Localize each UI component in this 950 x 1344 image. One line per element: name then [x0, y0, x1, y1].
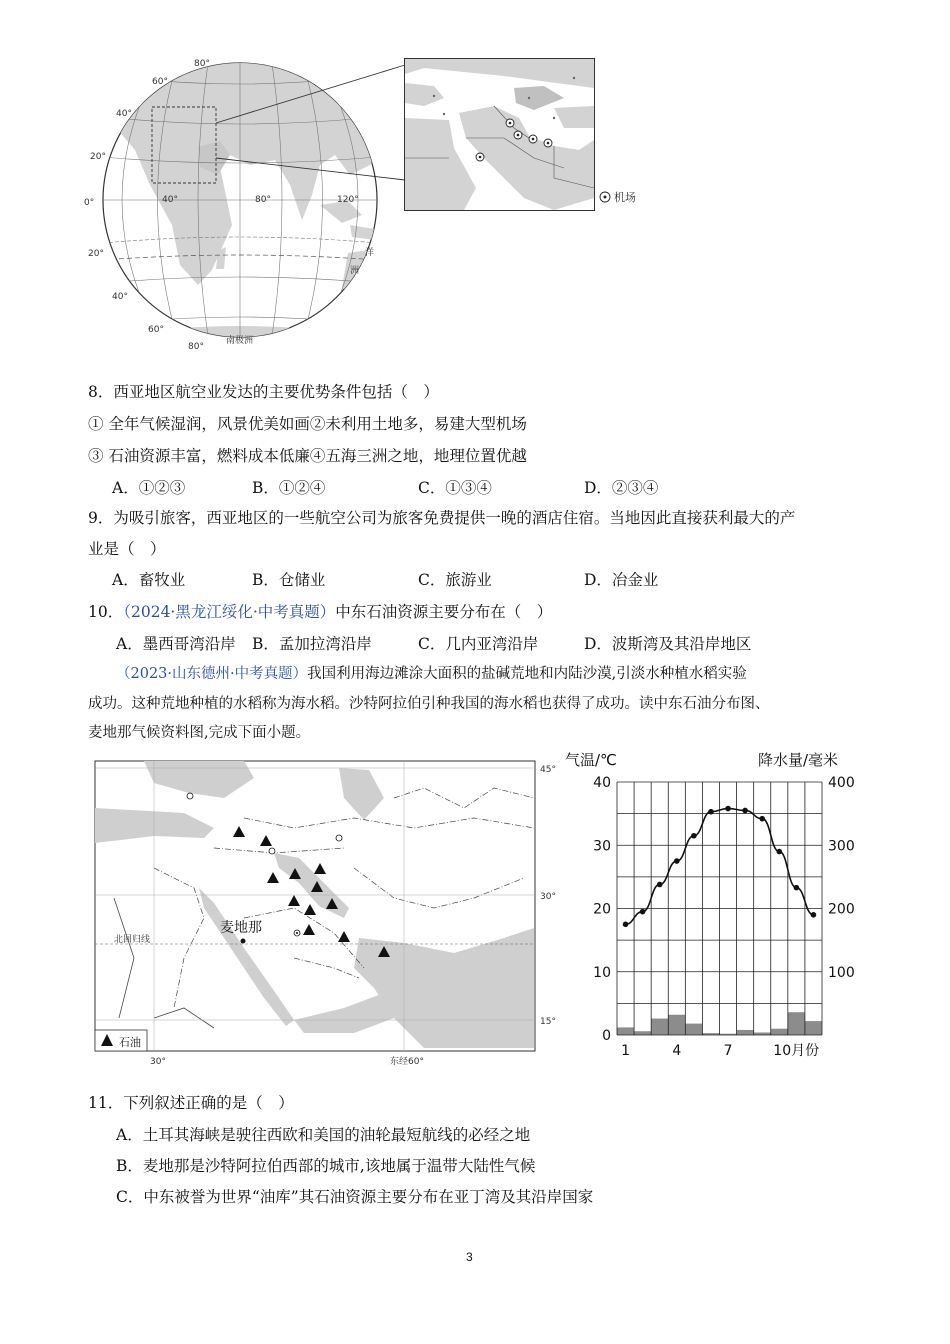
city-label-medina: 麦地那	[220, 920, 262, 936]
chart-left-title: 气温/℃	[565, 751, 617, 769]
right-axis-tick: 200	[828, 901, 855, 918]
globe-lat-label: 0°	[84, 198, 95, 208]
passage-line-3: 麦地那气候资料图,完成下面小题。	[88, 725, 311, 741]
passage-line-1	[116, 664, 747, 684]
temperature-point	[725, 806, 731, 812]
precip-bar	[805, 1021, 822, 1035]
globe-lon-label: 40°	[162, 195, 178, 205]
inset-legend-label: 机场	[614, 191, 636, 204]
q9-option-a[interactable]: A．畜牧业	[112, 571, 186, 589]
globe-region-label: 洋	[365, 248, 375, 258]
oil-map-lat-label: 15°	[540, 1017, 556, 1027]
q11-option-a[interactable]: A．土耳其海峡是驶往西欧和美国的油轮最短航线的必经之地	[116, 1126, 531, 1144]
q10-option-d[interactable]: D．波斯湾及其沿岸地区	[584, 635, 752, 653]
inset-map	[404, 58, 654, 214]
left-axis-tick: 40	[593, 775, 611, 791]
x-axis-tick: 1	[621, 1043, 631, 1059]
q10-option-c[interactable]: C．几内亚湾沿岸	[418, 635, 539, 653]
q10-option-b[interactable]: B．孟加拉湾沿岸	[252, 635, 372, 653]
q8-statement-line-2: ③ 石油资源丰富，燃料成本低廉④五海三洲之地，地理位置优越	[88, 447, 527, 465]
precip-bar	[685, 1024, 702, 1035]
q11-option-b[interactable]: B．麦地那是沙特阿拉伯西部的城市,该地属于温带大陆性气候	[116, 1157, 536, 1175]
oil-distribution-map	[94, 758, 554, 1078]
temperature-point	[708, 809, 714, 815]
right-axis-tick: 100	[828, 964, 855, 981]
globe-lat-label: 40°	[116, 109, 132, 119]
temperature-point	[691, 833, 697, 839]
q8-statement-line-1: ① 全年气候湿润，风景优美如画②未利用土地多，易建大型机场	[88, 415, 527, 433]
x-axis-tick: 10月份	[773, 1043, 820, 1059]
q8-stem: 8．西亚地区航空业发达的主要优势条件包括（ ）	[88, 383, 439, 401]
tropic-label: 北回归线	[114, 935, 151, 945]
globe-lat-label: 40°	[112, 292, 128, 302]
temperature-point	[811, 912, 817, 918]
chart-right-title: 降水量/毫米	[758, 751, 839, 769]
globe-lon-label: 120°	[337, 195, 359, 205]
precip-bar	[651, 1019, 668, 1035]
globe-lat-label: 20°	[90, 152, 106, 162]
globe-lat-label: 20°	[88, 249, 104, 259]
passage-source: （2023·山东德州·中考真题）	[116, 666, 308, 682]
oil-map-lon-label: 东经60°	[390, 1057, 424, 1067]
precip-bar	[617, 1027, 634, 1035]
q10-option-a[interactable]: A．墨西哥湾沿岸	[116, 635, 236, 653]
medina-climate-chart	[560, 745, 860, 1080]
q9-stem-line-1: 9．为吸引旅客，西亚地区的一些航空公司为旅客免费提供一晚的酒店住宿。当地因此直接获利最大的产	[88, 509, 796, 527]
precip-bar	[668, 1015, 685, 1035]
temperature-point	[674, 858, 680, 864]
left-axis-tick: 10	[593, 964, 611, 981]
globe-lon-label: 80°	[255, 195, 271, 205]
x-axis-tick: 7	[723, 1043, 733, 1059]
temperature-point	[640, 909, 646, 915]
right-axis-tick: 400	[828, 775, 855, 791]
oil-map-lat-label: 30°	[540, 892, 556, 902]
q8-option-c[interactable]: C．①③④	[418, 479, 492, 497]
left-axis-tick: 30	[593, 838, 611, 855]
q8-option-a[interactable]: A．①②③	[112, 479, 186, 497]
globe-lat-label: 80°	[188, 342, 204, 352]
temperature-point	[742, 808, 748, 814]
precip-bar	[788, 1012, 805, 1035]
precip-bar	[634, 1031, 651, 1035]
q9-option-d[interactable]: D．冶金业	[584, 571, 659, 589]
globe-lat-label: 60°	[148, 325, 164, 335]
passage-text: 我国利用海边滩涂大面积的盐碱荒地和内陆沙漠,引淡水种植水稻实验	[307, 666, 747, 682]
oil-map-lon-label: 30°	[150, 1057, 166, 1067]
q9-stem-line-2: 业是（ ）	[88, 540, 166, 558]
oil-map-lat-label: 45°	[540, 765, 556, 775]
globe-lat-label: 60°	[152, 77, 168, 87]
page-number: 3	[466, 1250, 473, 1264]
globe-region-label: 南极洲	[226, 336, 254, 346]
temperature-point	[794, 885, 800, 891]
x-axis-tick: 4	[672, 1043, 682, 1059]
right-axis-tick: 300	[828, 838, 855, 855]
temperature-point	[776, 849, 782, 855]
temperature-point	[623, 922, 629, 928]
oil-legend-label: 石油	[119, 1036, 141, 1049]
passage-line-2: 成功。这种荒地种植的水稻称为海水稻。沙特阿拉伯引种我国的海水稻也获得了成功。读中东石油分布图、	[88, 696, 770, 712]
left-axis-tick: 0	[602, 1028, 611, 1044]
left-axis-tick: 20	[593, 901, 611, 918]
q10-stem-line: 10．（2024·黑龙江绥化·中考真题）中东石油资源主要分布在（ ）	[88, 603, 553, 621]
q8-option-b[interactable]: B．①②④	[252, 479, 326, 497]
q11-stem: 11．下列叙述正确的是（ ）	[88, 1094, 294, 1112]
q8-option-d[interactable]: D．②③④	[584, 479, 659, 497]
q11-option-c[interactable]: C．中东被誉为世界“油库”其石油资源主要分布在亚丁湾及其沿岸国家	[116, 1188, 594, 1206]
temperature-point	[759, 816, 765, 822]
globe-lat-label: 80°	[194, 59, 210, 69]
q10-source: （2024·黑龙江绥化·中考真题）	[123, 603, 336, 621]
globe-region-label: 洲	[350, 266, 360, 276]
q9-option-c[interactable]: C．旅游业	[418, 571, 492, 589]
q10-stem: 中东石油资源主要分布在（ ）	[335, 603, 553, 621]
globe-map	[80, 55, 400, 355]
temperature-point	[657, 882, 663, 888]
q9-option-b[interactable]: B．仓储业	[252, 571, 326, 589]
precip-bar	[771, 1029, 788, 1035]
precip-bar	[737, 1030, 754, 1035]
